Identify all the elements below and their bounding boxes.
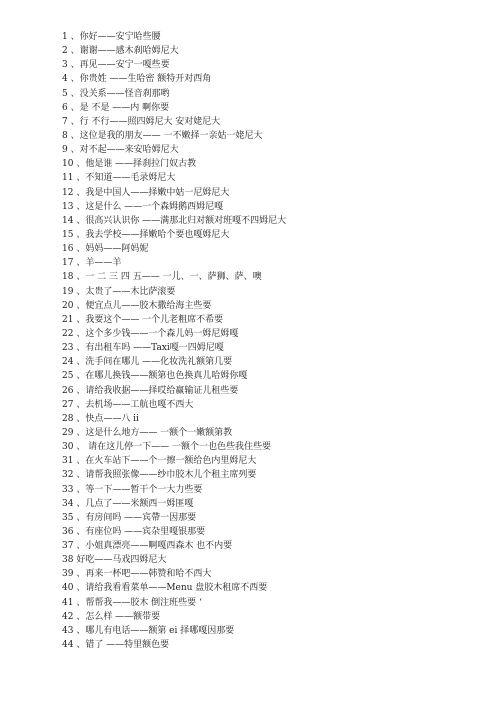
phrase-line: 17 、羊——羊 [62, 258, 122, 269]
phrase-line: 42 、怎么样 ——额带要 [62, 611, 161, 622]
phrase-line: 29 、这是什么地方—— 一额个一嫩额第教 [62, 427, 233, 438]
phrase-line: 21 、我要这个—— 一个儿老粗席不希要 [62, 314, 224, 325]
phrase-line: 2 、谢谢——感木刹哈姆尼大 [62, 46, 179, 57]
phrase-line: 23 、有出租车吗 ——Taxi嘎一四姆尼嘎 [62, 343, 224, 354]
phrase-line: 40 、请给我看看菜单——Menu 盘胶木租席不西要 [62, 583, 268, 594]
phrase-line: 10 、他是谁 ——择刹拉门奴古教 [62, 159, 197, 170]
phrase-line: 7 、行 不行——照四姆尼大 安对姥尼大 [62, 116, 221, 127]
phrase-line: 24 、洗手间在哪儿 ——化妆洗礼额第几要 [62, 357, 233, 368]
phrase-line: 31 、在火车站下——个一擦一额给色内里姆尼大 [62, 456, 257, 467]
phrase-line: 37 、小姐真漂亮——啊嘎西森木 也不内要 [62, 541, 233, 552]
phrase-line: 36 、有座位吗 ——宾杂里嘎银那要 [62, 526, 206, 537]
phrase-line: 4 、你贵姓 ——生哈密 额特开对西角 [62, 74, 212, 85]
phrase-line: 16 、妈妈——阿妈妮 [62, 244, 149, 255]
phrase-line: 39 、再来一杯吧——韩赞和哈不西大 [62, 569, 212, 580]
phrase-line: 6 、是 不是 ——内 啊你要 [62, 102, 170, 113]
phrase-line: 18 、一 二 三 四 五—— 一儿、一、萨狮、萨、噢 [62, 272, 262, 283]
phrase-line: 32 、请帮我照张像——纱巾胶木儿个租主席列要 [62, 470, 257, 481]
phrase-line: 28 、快点——八 ii [62, 413, 139, 424]
phrase-line: 34 、几点了——米额西一姆匪嘎 [62, 498, 194, 509]
phrase-line: 5 、没关系——怪音刹那哟 [62, 88, 170, 99]
phrase-line: 9 、对不起——来安哈姆尼大 [62, 145, 179, 156]
phrase-line: 13 、这是什么 ——一个森姆鹅西姆尼嘎 [62, 201, 224, 212]
phrase-line: 27 、去机场——工航也嘎不西大 [62, 399, 194, 410]
phrase-line: 11 、不知道——毛录姆尼大 [62, 173, 176, 184]
phrase-line: 12 、我是中国人——择嫩中姑一尼姆尼大 [62, 187, 230, 198]
phrase-line: 44 、错了 ——特里额色要 [62, 640, 170, 651]
phrase-line: 15 、我去学校——择嫩哈个要也嘎姆尼大 [62, 229, 230, 240]
phrase-line: 30 、 请在这儿停一下—— 一额个一也色些我住些要 [62, 442, 272, 453]
phrase-line: 3 、再见——安宁一嘎些要 [62, 60, 170, 71]
phrase-line: 19 、太贵了——木比萨滚要 [62, 286, 176, 297]
phrase-line: 14 、很高兴认识你 ——满那北归对额对班嘎不四姆尼大 [62, 215, 287, 226]
phrase-line: 41 、帮帮我——胶木 倒注班些要 ‘ [62, 597, 202, 608]
phrase-list [62, 30, 482, 652]
phrase-line: 1 、你好——安宁哈些腰 [62, 32, 161, 42]
phrase-line: 35 、有房间吗 ——宾帶一因那要 [62, 512, 197, 523]
phrase-line: 26 、请给我收据——择哎给赢输证儿租些要 [62, 385, 239, 396]
phrase-line: 43 、哪儿有电话——额第 ei 择哪嘎因那要 [62, 625, 235, 636]
phrase-line: 38 好吃——马戏四姆尼大 [62, 555, 167, 566]
phrase-line: 20 、便宜点儿——胶木撒给海主些要 [62, 300, 212, 311]
phrase-line: 25 、在哪儿换钱——额第也色换真儿哈姆你嘎 [62, 371, 248, 382]
phrase-line: 22 、这个多少钱——一个森儿妈一姆尼姆嘎 [62, 328, 239, 339]
phrase-line: 8 、这位是我的朋友—— 一不嫩择一亲姑一姥尼大 [62, 130, 263, 141]
phrase-line: 33 、等一下——暂干个一大力些要 [62, 484, 203, 495]
